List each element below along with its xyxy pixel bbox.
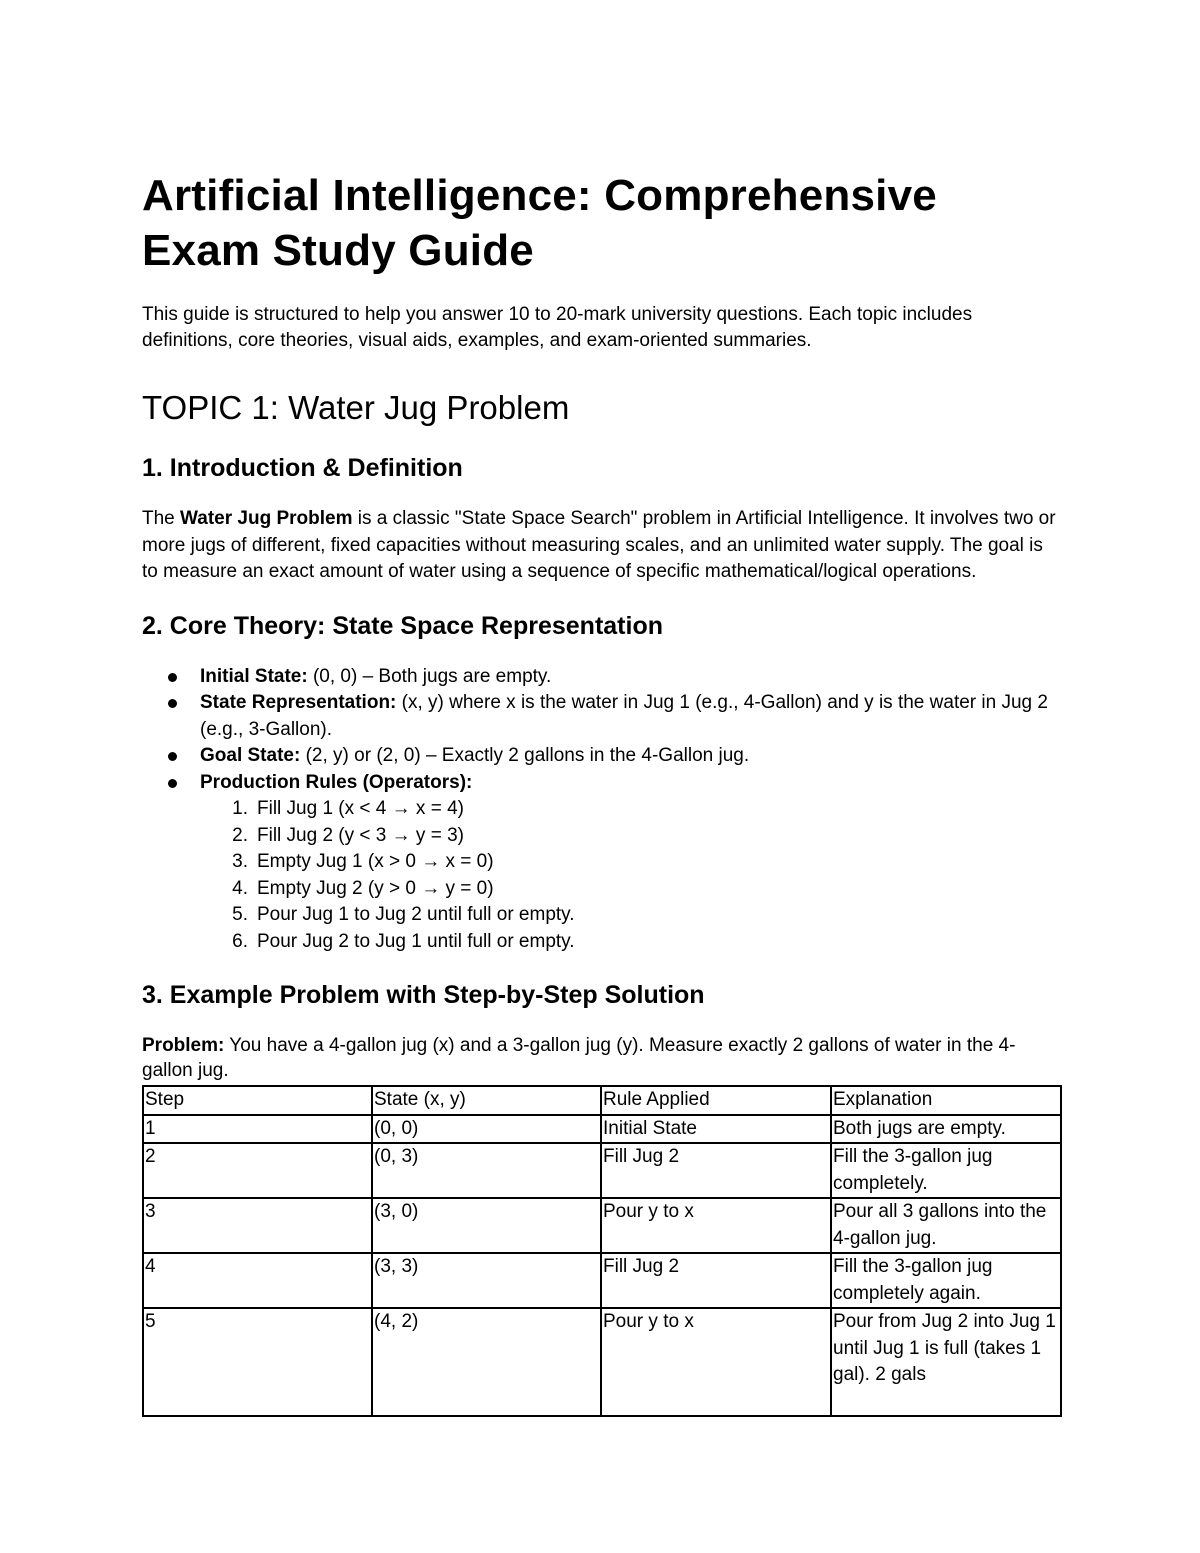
column-header-state: State (x, y) <box>372 1086 601 1115</box>
rule-item <box>232 929 1060 956</box>
table-cell: Fill Jug 2 <box>601 1253 831 1308</box>
column-header-explanation: Explanation <box>831 1086 1061 1115</box>
rule-number: 5. <box>232 904 248 925</box>
table-cell: (4, 2) <box>372 1308 601 1416</box>
section-heading-core-theory: 2. Core Theory: State Space Representation <box>142 611 663 640</box>
table-cell: Both jugs are empty. <box>831 1115 1061 1144</box>
section-heading-introduction: 1. Introduction & Definition <box>142 454 463 482</box>
definition-rest: is a classic "State Space Search" problem in Artificial Intelligence. It involves two or more jugs of different, fixed capacities without measuring scales, and an unlimited water supply. The goal is to measure an exact amount of water using a sequence of specific mathematical/logical operations. <box>142 508 1056 582</box>
list-item <box>200 743 1060 770</box>
rule-item <box>232 902 1060 929</box>
solution-table <box>142 1085 1062 1417</box>
table-row <box>143 1115 1061 1144</box>
list-item <box>200 664 1060 691</box>
table-cell: 4 <box>143 1253 372 1308</box>
table-cell: (0, 3) <box>372 1143 601 1198</box>
bullet-label: State Representation: <box>200 692 397 713</box>
state-space-list <box>142 664 1060 956</box>
table-cell: 2 <box>143 1143 372 1198</box>
table-cell: Fill Jug 2 <box>601 1143 831 1198</box>
column-header-step: Step <box>143 1086 372 1115</box>
table-row <box>143 1253 1061 1308</box>
rule-number: 1. <box>232 798 248 819</box>
bullet-icon <box>168 673 177 682</box>
rule-number: 6. <box>232 930 248 952</box>
rule-number: 4. <box>232 877 248 899</box>
rule-text: Pour Jug 1 to Jug 2 until full or empty. <box>257 904 575 925</box>
table-cell: (3, 3) <box>372 1253 601 1308</box>
column-header-rule: Rule Applied <box>601 1086 831 1115</box>
bullet-icon <box>168 752 177 761</box>
rule-text: Empty Jug 1 (x > 0 → x = 0) <box>257 851 494 872</box>
rule-text: Fill Jug 2 (y < 3 → y = 3) <box>257 824 464 846</box>
bullet-text: (0, 0) – Both jugs are empty. <box>307 665 552 687</box>
table-cell: Pour y to x <box>601 1308 831 1416</box>
document-title: Artificial Intelligence: Comprehensive Exam Study Guide <box>142 171 937 275</box>
definition-term: Water Jug Problem <box>180 508 353 529</box>
list-item <box>200 690 1060 743</box>
table-cell: (0, 0) <box>372 1115 601 1144</box>
bullet-label: Production Rules (Operators): <box>200 771 473 793</box>
table-cell: 3 <box>143 1198 372 1253</box>
rule-item <box>232 823 1060 850</box>
problem-label: Problem: <box>142 1035 225 1056</box>
table-row <box>143 1143 1061 1198</box>
table-cell: Initial State <box>601 1115 831 1144</box>
bullet-label: Initial State: <box>200 665 308 687</box>
table-cell: 1 <box>143 1115 372 1144</box>
table-cell: Fill the 3-gallon jug completely. <box>831 1143 1061 1198</box>
definition-lead: The <box>142 508 181 529</box>
section-heading-example: 3. Example Problem with Step-by-Step Solution <box>142 981 705 1009</box>
table-row <box>143 1308 1061 1416</box>
rule-item <box>232 876 1060 903</box>
table-cell: Pour all 3 gallons into the 4-gallon jug. <box>831 1198 1061 1253</box>
topic-heading: TOPIC 1: Water Jug Problem <box>142 389 570 426</box>
table-cell: Pour from Jug 2 into Jug 1 until Jug 1 is full (takes 1 gal). 2 gals <box>831 1308 1061 1416</box>
table-cell: Fill the 3-gallon jug completely again. <box>831 1253 1061 1308</box>
document-page <box>142 168 1060 1417</box>
bullet-text: (2, y) or (2, 0) – Exactly 2 gallons in the 4-Gallon jug. <box>300 745 750 766</box>
definition-paragraph <box>142 506 1060 586</box>
table-cell: Pour y to x <box>601 1198 831 1253</box>
problem-text: You have a 4-gallon jug (x) and a 3-gallon jug (y). Measure exactly 2 gallons of water in the 4-gallon jug. <box>142 1035 1016 1081</box>
rule-text: Fill Jug 1 (x < 4 → x = 4) <box>257 798 464 819</box>
table-cell: (3, 0) <box>372 1198 601 1253</box>
bullet-text: (x, y) where x is the water in Jug 1 (e.g., 4-Gallon) and y is the water in Jug 2 (e.g., 3-Gallon). <box>200 692 1048 740</box>
problem-paragraph <box>142 1033 1060 1083</box>
list-item <box>200 770 1060 956</box>
table-header-row <box>143 1086 1061 1115</box>
rule-item <box>232 849 1060 876</box>
bullet-icon <box>168 779 177 788</box>
bullet-icon <box>168 699 177 708</box>
bullet-label: Goal State: <box>200 745 301 766</box>
rule-number: 2. <box>232 824 248 846</box>
table-cell: 5 <box>143 1308 372 1416</box>
rule-text: Empty Jug 2 (y > 0 → y = 0) <box>257 877 494 899</box>
rule-number: 3. <box>232 851 248 872</box>
intro-paragraph: This guide is structured to help you answer 10 to 20-mark university questions. Each topic includes definitions, core theories, visual aids, examples, and exam-oriented summaries. <box>142 304 973 351</box>
rule-item <box>232 796 1060 823</box>
production-rules-list <box>200 796 1060 955</box>
rule-text: Pour Jug 2 to Jug 1 until full or empty. <box>257 930 575 952</box>
table-row <box>143 1198 1061 1253</box>
